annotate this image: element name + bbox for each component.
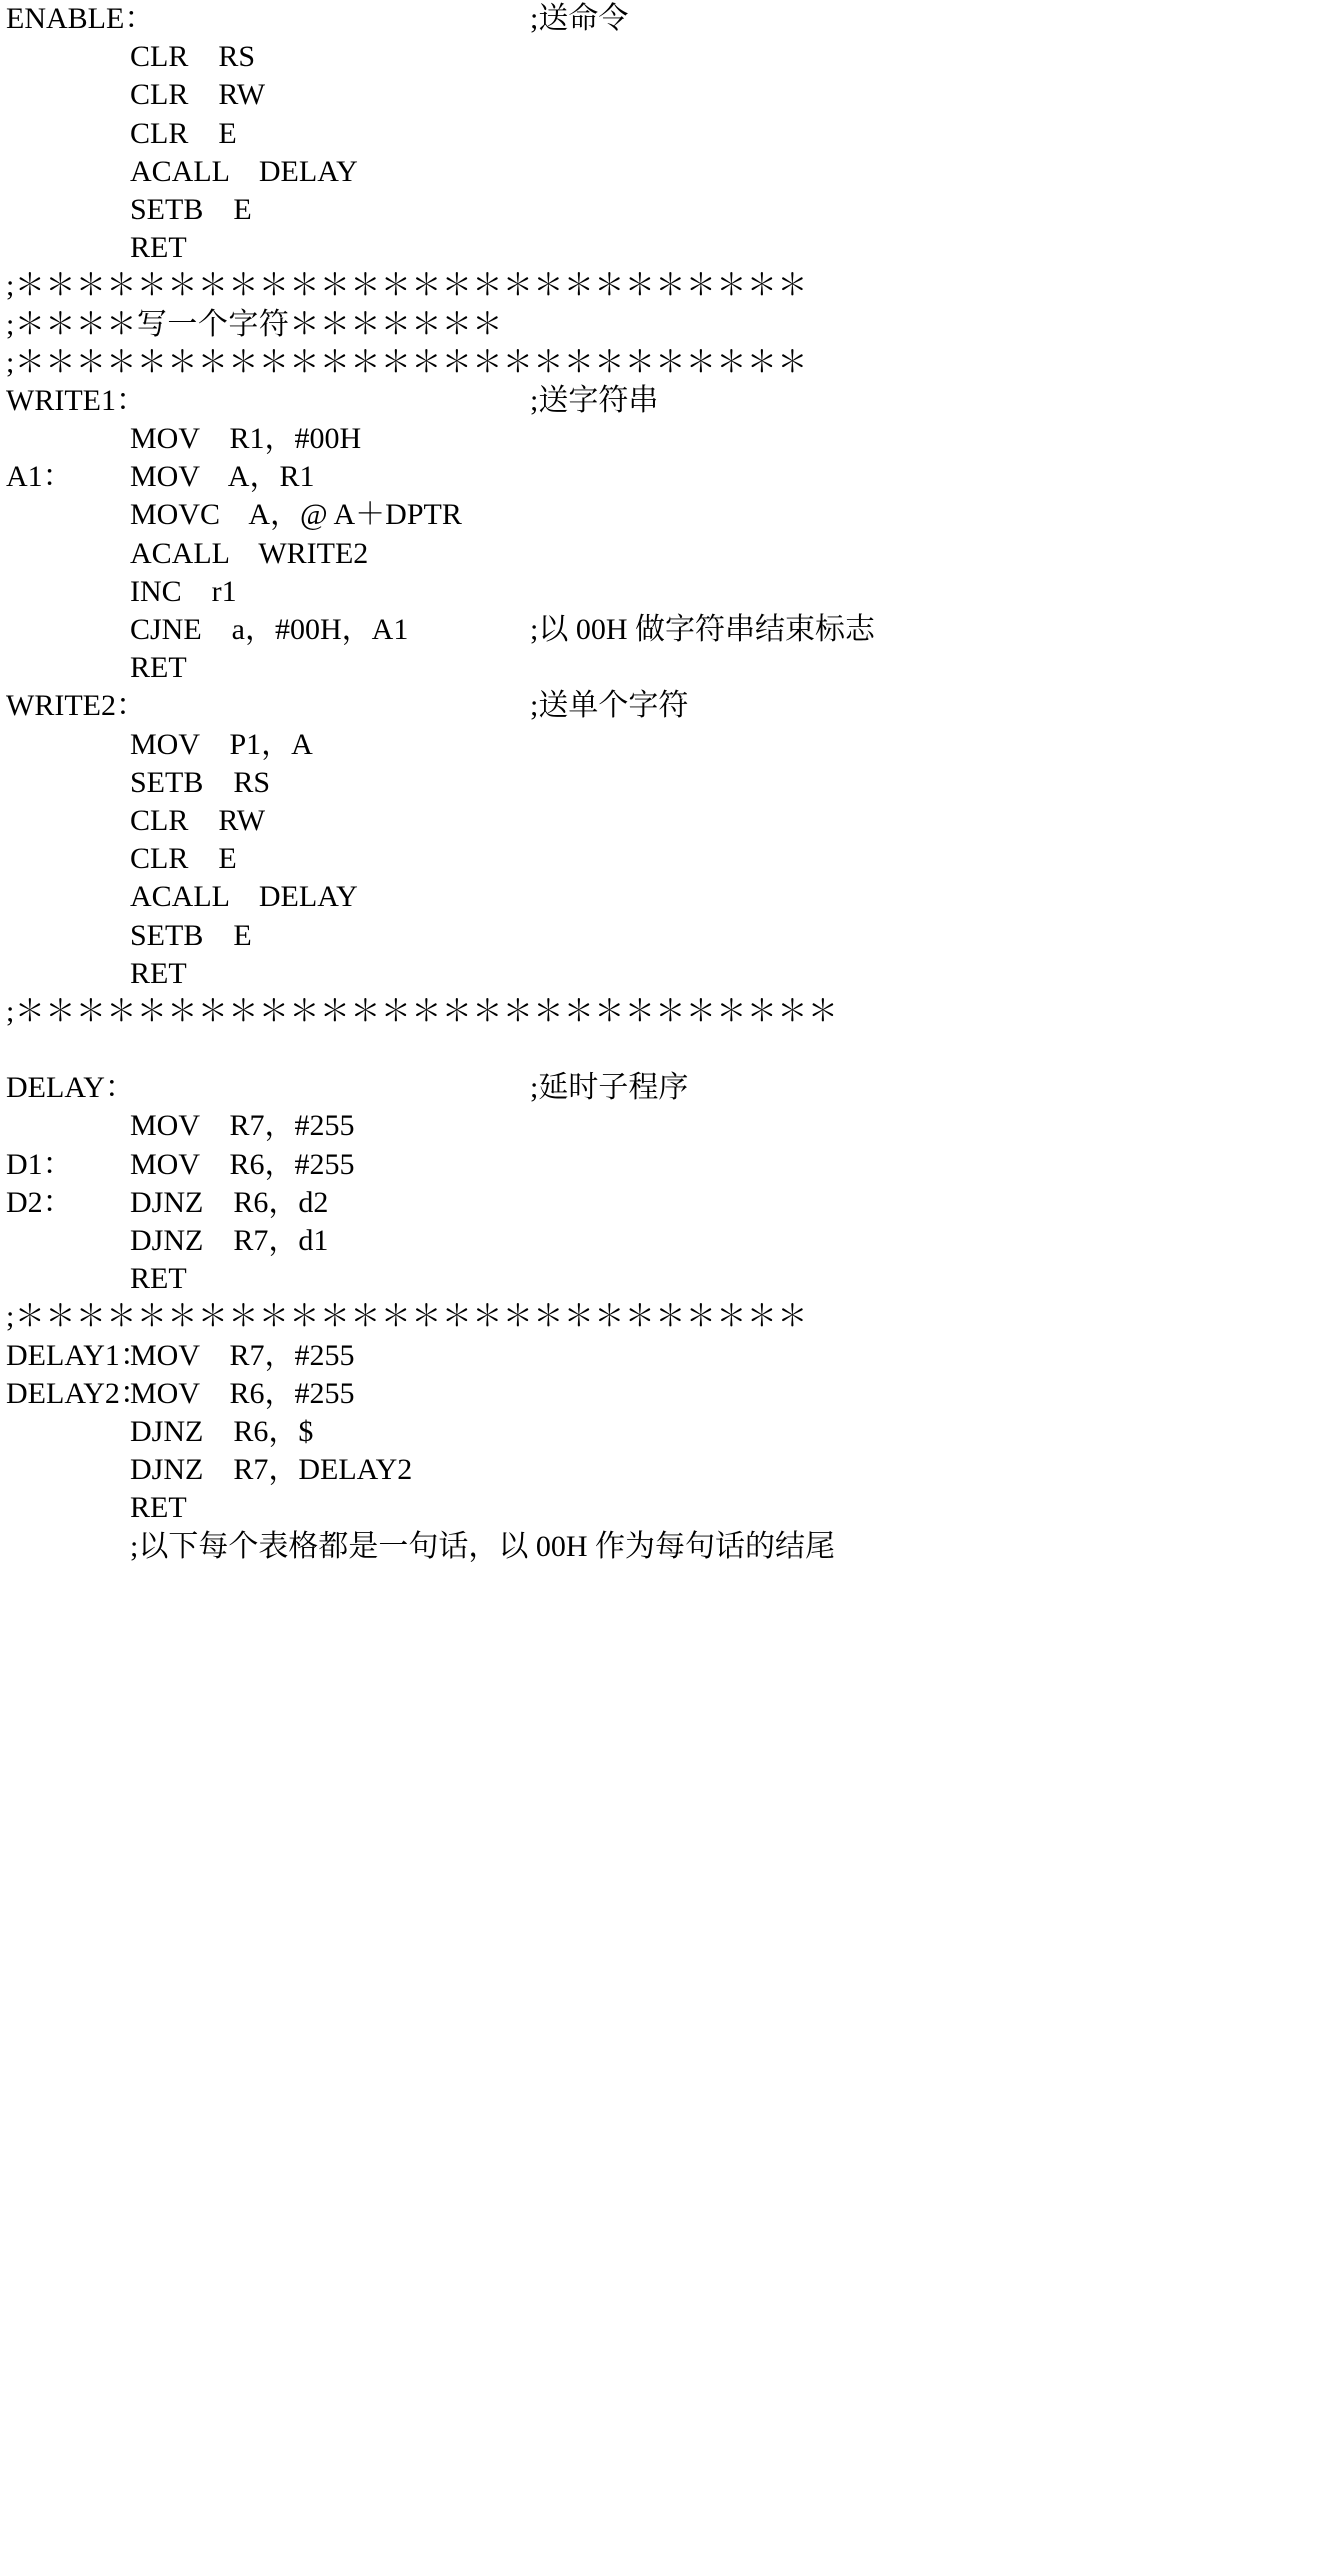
separator-comment: ;＊＊＊＊＊＊＊＊＊＊＊＊＊＊＊＊＊＊＊＊＊＊＊＊＊＊＊	[6, 994, 839, 1028]
separator-comment: ;＊＊＊＊＊＊＊＊＊＊＊＊＊＊＊＊＊＊＊＊＊＊＊＊＊＊	[6, 269, 808, 303]
line-code: SETB E	[130, 192, 252, 226]
code-line	[6, 191, 1332, 229]
line-label: D1：	[6, 1147, 73, 1181]
code-line	[6, 1298, 1332, 1336]
code-line	[6, 229, 1332, 267]
line-code: MOV A，R1	[130, 460, 315, 494]
code-line	[6, 1528, 1332, 1566]
code-line	[6, 38, 1332, 76]
code-line	[6, 1451, 1332, 1489]
line-code: MOV R6，#255	[130, 1147, 355, 1181]
line-code: ACALL DELAY	[130, 154, 358, 188]
line-label: A1：	[6, 460, 73, 494]
code-line	[6, 840, 1332, 878]
code-line	[6, 535, 1332, 573]
code-line	[6, 993, 1332, 1031]
line-comment: ;以 00H 做字符串结束标志	[530, 613, 875, 646]
line-code: RET	[130, 956, 187, 990]
line-code: MOV R1，#00H	[130, 422, 362, 456]
separator-comment: ;＊＊＊＊＊＊＊＊＊＊＊＊＊＊＊＊＊＊＊＊＊＊＊＊＊＊	[6, 345, 808, 379]
code-line	[6, 726, 1332, 764]
code-line	[6, 0, 1332, 38]
code-line	[6, 382, 1332, 420]
code-line	[6, 267, 1332, 305]
line-code: DJNZ R6，$	[130, 1414, 314, 1448]
code-line	[6, 1260, 1332, 1298]
line-comment: ;送命令	[530, 2, 629, 35]
line-label: DELAY1：	[6, 1338, 150, 1372]
code-line	[6, 1222, 1332, 1260]
line-label: D2：	[6, 1185, 73, 1219]
line-code: DJNZ R7，d1	[130, 1224, 329, 1257]
code-line	[6, 1337, 1332, 1375]
line-code: CLR E	[130, 116, 237, 150]
code-line	[6, 573, 1332, 611]
code-line	[6, 344, 1332, 382]
code-line	[6, 1107, 1332, 1145]
line-code: MOV R6，#255	[130, 1376, 355, 1410]
line-code: MOVC A，@ A＋DPTR	[130, 498, 462, 532]
code-line	[6, 649, 1332, 687]
line-label: DELAY2：	[6, 1376, 150, 1410]
code-line	[6, 1489, 1332, 1527]
code-line	[6, 306, 1332, 344]
code-line	[6, 1146, 1332, 1184]
code-line	[6, 955, 1332, 993]
code-line	[6, 687, 1332, 725]
line-label: WRITE2：	[6, 689, 146, 723]
line-comment: ;送单个字符	[530, 689, 689, 723]
line-label: WRITE1：	[6, 383, 146, 417]
code-line	[6, 1069, 1332, 1107]
code-line	[6, 917, 1332, 955]
code-line	[6, 764, 1332, 802]
line-comment: ;延时子程序	[530, 1071, 689, 1105]
line-code: INC r1	[130, 574, 237, 608]
code-line	[6, 76, 1332, 114]
line-code: DJNZ R6，d2	[130, 1185, 329, 1219]
line-code: DJNZ R7，DELAY2	[130, 1453, 413, 1487]
code-line	[6, 458, 1332, 496]
code-line	[6, 153, 1332, 191]
code-line	[6, 496, 1332, 534]
separator-comment: ;＊＊＊＊写一个字符＊＊＊＊＊＊＊	[6, 307, 503, 341]
code-line	[6, 878, 1332, 916]
blank-line	[6, 1031, 1332, 1069]
line-code: SETB E	[130, 918, 252, 952]
separator-comment: ;＊＊＊＊＊＊＊＊＊＊＊＊＊＊＊＊＊＊＊＊＊＊＊＊＊＊	[6, 1300, 808, 1334]
line-code: CLR RW	[130, 803, 266, 837]
line-code: CLR RS	[130, 40, 256, 74]
code-line	[6, 420, 1332, 458]
line-code: RET	[130, 231, 187, 265]
code-line	[6, 611, 1332, 649]
line-label: ENABLE：	[6, 2, 155, 35]
line-code: MOV R7，#255	[130, 1109, 355, 1143]
line-code: RET	[130, 651, 187, 685]
line-code: ACALL WRITE2	[130, 536, 369, 570]
line-comment: ;送字符串	[530, 383, 659, 417]
code-line	[6, 1184, 1332, 1222]
code-line	[6, 1413, 1332, 1451]
line-code: ACALL DELAY	[130, 880, 358, 914]
line-code: SETB RS	[130, 765, 271, 799]
line-code: MOV R7，#255	[130, 1338, 355, 1372]
line-code: RET	[130, 1262, 187, 1296]
line-code: MOV P1，A	[130, 727, 313, 761]
code-line	[6, 1375, 1332, 1413]
code-line	[6, 115, 1332, 153]
line-code: CLR RW	[130, 78, 266, 112]
line-code: CJNE a，#00H，A1	[130, 613, 409, 646]
line-label: DELAY：	[6, 1071, 135, 1105]
line-code: ;以下每个表格都是一句话，以 00H 作为每句话的结尾	[130, 1529, 835, 1563]
code-line	[6, 802, 1332, 840]
line-code: CLR E	[130, 842, 237, 876]
line-code: RET	[130, 1491, 187, 1525]
